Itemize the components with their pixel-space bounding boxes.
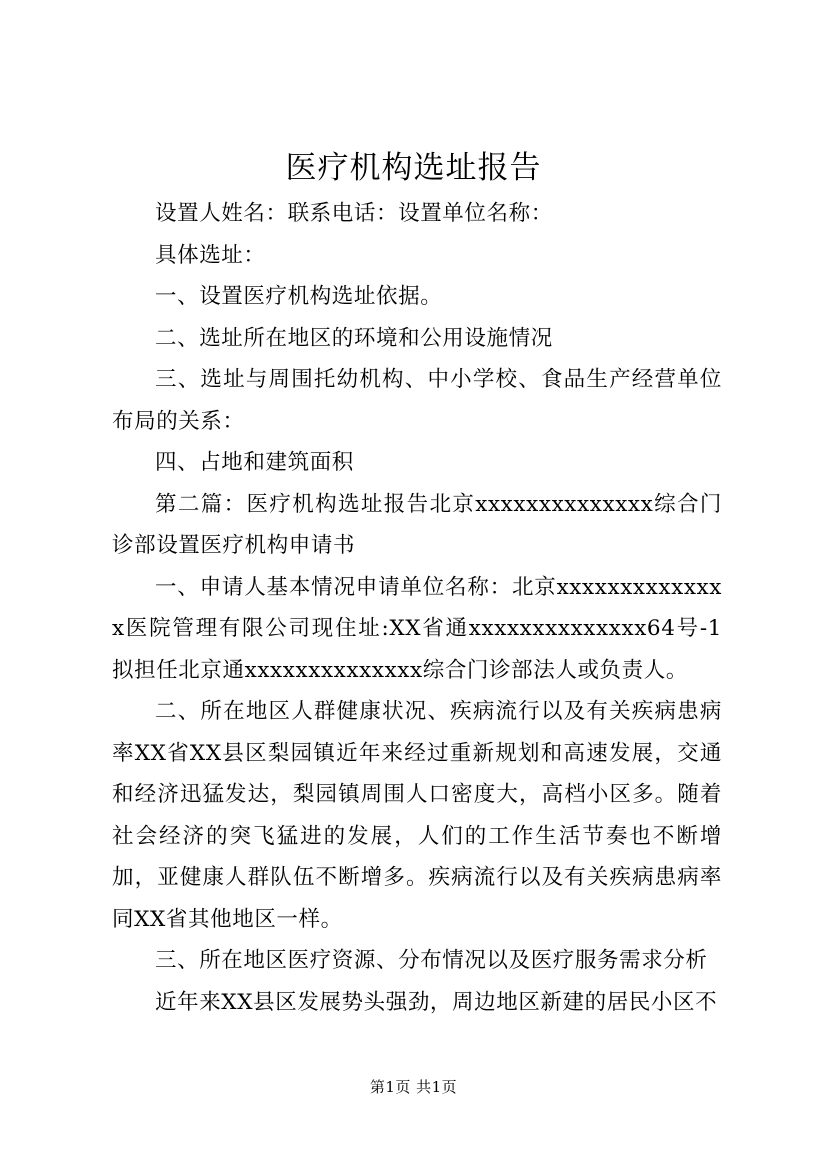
paragraph-section-4: 四、占地和建筑面积 (155, 450, 354, 475)
paragraph-development: 近年来XX县区发展势头强劲，周边地区新建的居民小区不 (155, 989, 718, 1015)
paragraph-resources-heading: 三、所在地区医疗资源、分布情况以及医疗服务需求分析 (155, 948, 708, 973)
document-body (112, 193, 722, 1023)
document-title: 医疗机构选址报告 (285, 150, 542, 186)
paragraph-section-1: 一、设置医疗机构选址依据。 (155, 284, 443, 309)
paragraph-section-3: 三、选址与周围托幼机构、中小学校、食品生产经营单位布局的关系： (112, 367, 722, 434)
paragraph-specific-site: 具体选址： (155, 242, 266, 268)
paragraph-section-2: 二、选址所在地区的环境和公用设施情况 (155, 325, 553, 351)
page-footer: 第1页 共1页 (369, 1078, 458, 1096)
paragraph-chapter-2: 第二篇：医疗机构选址报告北京xxxxxxxxxxxxxx综合门诊部设置医疗机构申请书 (112, 491, 722, 558)
paragraph-applicant-info: 设置人姓名：联系电话：设置单位名称： (155, 201, 553, 226)
paragraph-health-status: 二、所在地区人群健康状况、疾病流行以及有关疾病患病率XX省XX县区梨园镇近年来经过重新规划和高速发展，交通和经济迅猛发达，梨园镇周围人口密度大，高档小区多。随着社会经济的突飞猛进的发展，人们的工作生活节奏也不断增加，亚健康人群队伍不断增多。疾病流行以及有关疾病患病率同XX省其他地区一样。 (112, 699, 722, 932)
paragraph-applicant-basic: 一、申请人基本情况申请单位名称：北京xxxxxxxxxxxxxx医院管理有限公司现住址:XX省通xxxxxxxxxxxxxx64号-1拟担任北京通xxxxxxxxxxxxxx综合门诊部法人或负责人。 (112, 574, 722, 683)
